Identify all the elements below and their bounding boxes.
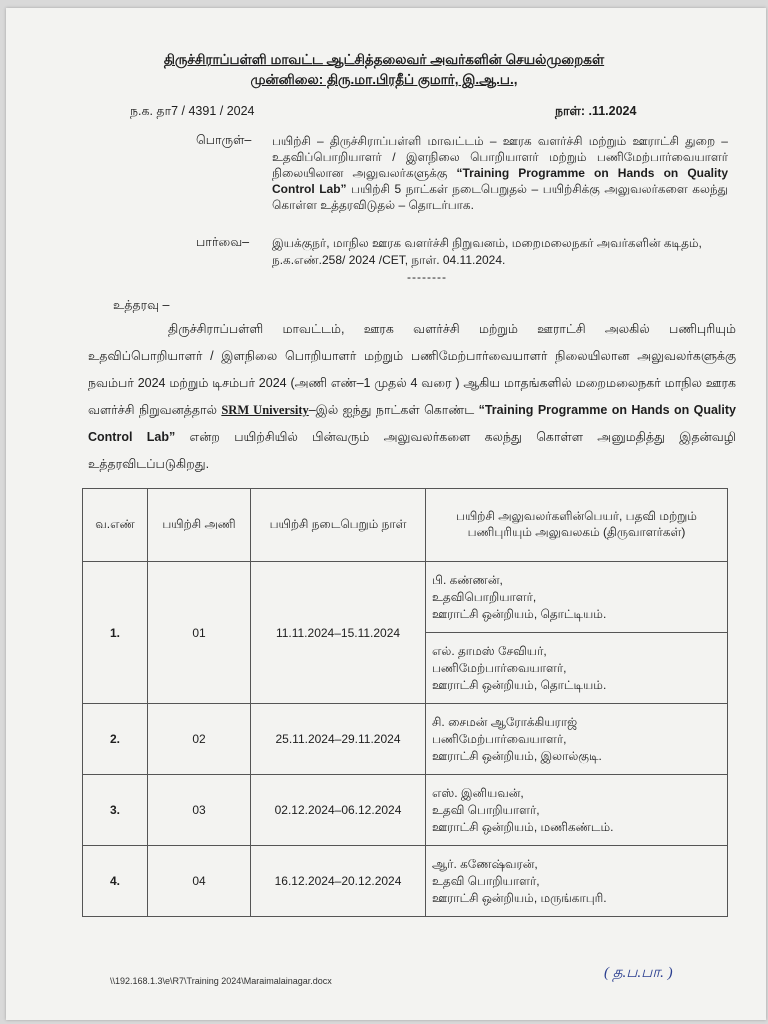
subject-text	[272, 133, 728, 213]
row-batch: 04	[148, 846, 251, 917]
order-text-part3: என்ற பயிற்சியில் பின்வரும் அலுவலர்களை கலந்து கொள்ள அனுமதித்து இதன்வழி உத்தரவிடப்படுகிறது.	[88, 430, 736, 471]
officer-office: ஊராட்சி ஒன்றியம், இலால்குடி.	[432, 748, 602, 763]
subject-text-part1: பயிற்சி – திருச்சிராப்பள்ளி மாவட்டம் – ஊரக வளர்ச்சி மற்றும் ஊராட்சி துறை – உதவிப்பொறியாளர் / இளநிலை பொறியாளர் மற்றும் பணிமேற்பார்வையாளர் நிலையிலான அலுவலர்களுக்கு	[272, 134, 728, 180]
officer-name: எல். தாமஸ் சேவியர்,	[432, 643, 547, 658]
document-subtitle: முன்னிலை: திரு.மா.பிரதீப் குமார், இ.ஆ.ப.,	[250, 72, 518, 87]
officer-cell	[426, 846, 728, 917]
table-row	[83, 846, 728, 917]
row-batch: 01	[148, 562, 251, 704]
table-header-row	[83, 489, 728, 562]
reading-label: பார்வை–	[196, 235, 250, 249]
row-sl: 3.	[83, 775, 148, 846]
document-title: திருச்சிராப்பள்ளி மாவட்ட ஆட்சித்தலைவர் அவர்களின் செயல்முறைகள்	[163, 52, 605, 67]
officer-post: பணிமேற்பார்வையாளர்,	[432, 731, 567, 746]
officer-office: ஊராட்சி ஒன்றியம், தொட்டியம்.	[432, 677, 607, 692]
order-programme-title: “Training Programme on Hands on Quality Control Lab”	[88, 403, 736, 444]
row-sl: 2.	[83, 704, 148, 775]
document-date: நாள்: .11.2024	[555, 104, 637, 118]
header-officer: பயிற்சி அலுவலர்களின்பெயர், பதவி மற்றும் பணிபுரியும் அலுவலகம் (திருவாளர்கள்)	[426, 489, 728, 562]
reference-number: ந.க. தா7 / 4391 / 2024	[130, 104, 255, 118]
header-batch: பயிற்சி அணி	[148, 489, 251, 562]
officer-name: எஸ். இனியவன்,	[432, 785, 524, 800]
row-dates: 25.11.2024–29.11.2024	[251, 704, 426, 775]
officer-office: ஊராட்சி ஒன்றியம், மணிகண்டம்.	[432, 819, 614, 834]
separator-dashes: --------	[407, 270, 447, 284]
university-name: SRM University	[221, 403, 309, 417]
officer-name: சி. சைமன் ஆரோக்கியராஜ்	[432, 714, 578, 729]
officer-post: பணிமேற்பார்வையாளர்,	[432, 660, 567, 675]
officer-office: ஊராட்சி ஒன்றியம், மருங்காபுரி.	[432, 890, 607, 905]
officer-name: பி. கண்ணன்,	[432, 572, 503, 587]
officer-cell	[426, 704, 728, 775]
officer-name: ஆர். கணேஷ்வரன்,	[432, 856, 538, 871]
header-sl: வ.எண்	[83, 489, 148, 562]
subject-label: பொருள்–	[196, 133, 252, 147]
officer-post: உதவி பொறியாளர்,	[432, 802, 540, 817]
row-dates: 11.11.2024–15.11.2024	[251, 562, 426, 704]
training-schedule-table	[82, 488, 728, 917]
subject-text-part2: பயிற்சி 5 நாட்கள் நடைபெறுதல் – பயிற்சிக்கு அலுவலர்களை கலந்து கொள்ள உத்தரவிடுதல் – தொடர்பாக.	[272, 182, 729, 212]
row-sl: 4.	[83, 846, 148, 917]
subject-programme-title: “Training Programme on Hands on Quality Control Lab”	[272, 166, 729, 196]
table-row	[83, 562, 728, 633]
officer-cell	[426, 775, 728, 846]
row-batch: 03	[148, 775, 251, 846]
officer-office: ஊராட்சி ஒன்றியம், தொட்டியம்.	[432, 606, 607, 621]
row-dates: 02.12.2024–06.12.2024	[251, 775, 426, 846]
officer-cell	[426, 633, 728, 704]
file-path: \\192.168.1.3\e\R7\Training 2024\Maraimalainagar.docx	[110, 976, 332, 986]
table-row	[83, 704, 728, 775]
order-text-part2: –இல் ஐந்து நாட்கள் கொண்ட	[308, 403, 479, 417]
row-batch: 02	[148, 704, 251, 775]
officer-post: உதவிபொறியாளர்,	[432, 589, 537, 604]
row-dates: 16.12.2024–20.12.2024	[251, 846, 426, 917]
table-row	[83, 775, 728, 846]
officer-cell	[426, 562, 728, 633]
order-paragraph	[88, 316, 736, 478]
officer-post: உதவி பொறியாளர்,	[432, 873, 540, 888]
order-label: உத்தரவு –	[113, 298, 170, 312]
handwritten-initials: ( த.ப.பா. )	[604, 965, 673, 981]
reading-text: இயக்குநர், மாநில ஊரக வளர்ச்சி நிறுவனம், மறைமலைநகர் அவர்களின் கடிதம், ந.க.எண்.258/ 2024 /CET, நாள். 04.11.2024.	[272, 236, 702, 267]
row-sl: 1.	[83, 562, 148, 704]
header-dates: பயிற்சி நடைபெறும் நாள்	[251, 489, 426, 562]
order-text-part1: திருச்சிராப்பள்ளி மாவட்டம், ஊரக வளர்ச்சி மற்றும் ஊராட்சி அலகில் பணிபுரியும் உதவிப்பொறியாளர் / இளநிலை பொறியாளர் மற்றும் பணிமேற்பார்வையாளர் நிலையிலான அலுவலர்களுக்கு நவம்பர் 2024 மற்றும் டிசம்பர் 2024 (அணி எண்–1 முதல் 4 வரை ) ஆகிய மாதங்களில் மறைமலைநகர் மாநில ஊரக வளர்ச்சி நிறுவனத்தால்	[88, 322, 736, 417]
